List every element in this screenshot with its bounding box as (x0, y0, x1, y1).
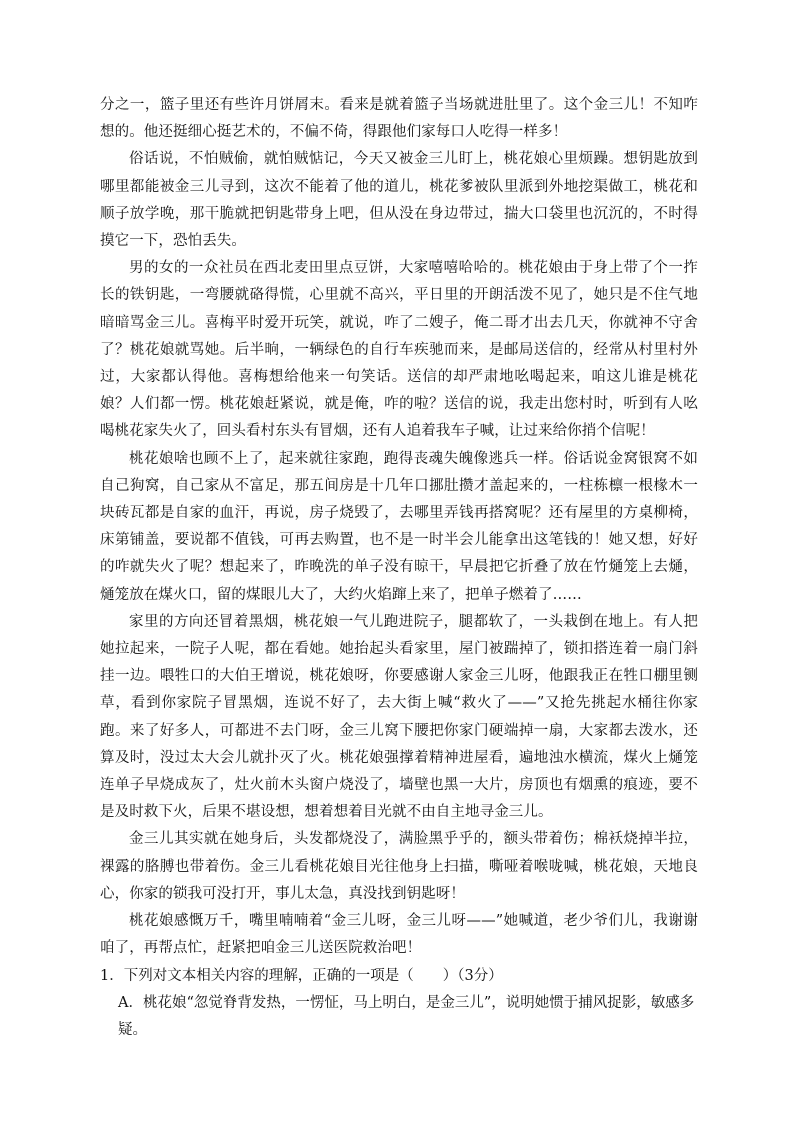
paragraph-7: 桃花娘感慨万千，嘴里喃喃着“金三儿呀，金三儿呀——”她喊道，老少爷们儿，我谢谢咱了，再帮点忙，赶紧把咱金三儿送医院救治吧！ (100, 913, 698, 957)
question-stem: 1．下列对文本相关内容的理解，正确的一项是（ ）（3分） (100, 967, 503, 984)
paragraph-6: 金三儿其实就在她身后，头发都烧没了，满脸黑乎乎的，额头带着伤；棉袄烧掉半拉，裸露的胳膊也带着伤。金三儿看桃花娘目光往他身上扫描，嘶哑着喉咙喊，桃花娘，天地良心，你家的锁我可没打开，事儿太急，真没找到钥匙呀！ (100, 831, 698, 902)
paragraph-4: 桃花娘啥也顾不上了，起来就往家跑，跑得丧魂失魄像逃兵一样。俗话说金窝银窝不如自己狗窝，自己家从不富足，那五间房是十几年口挪肚攒才盖起来的，一柱栋檩一根椽木一块砖瓦都是自家的血汗，再说，房子烧毁了，去哪里弄钱再搭窝呢？还有屋里的方桌柳椅，床第铺盖，要说都不值钱，可再去购置，也不是一时半会儿能拿出这笔钱的！她又想，好好的咋就失火了呢？想起来了，昨晚洗的单子没有晾干，早晨把它折叠了放在竹熥笼上去熥，熥笼放在煤火口，留的煤眼儿大了，大约火焰蹿上来了，把单子燃着了…… (100, 450, 698, 603)
paragraph-5: 家里的方向还冒着黑烟，桃花娘一气儿跑进院子，腿都软了，一头栽倒在地上。有人把她拉起来，一院子人呢，都在看她。她抬起头看家里，屋门被踹掉了，锁扣搭连着一扇门斜挂一边。喂牲口的大伯王增说，桃花娘呀，你要感谢人家金三儿呀，他跟我正在牲口棚里铡草，看到你家院子冒黑烟，连说不好了，去大街上喊“救火了——”又抢先挑起水桶往你家跑。来了好多人，可都进不去门呀，金三儿窝下腰把你家门硬端掉一扇，大家都去泼水，还算及时，没过太大会儿就扑灭了火。桃花娘强撑着精神进屋看，遍地浊水横流，煤火上熥笼连单子早烧成灰了，灶火前木头窗户烧没了，墙壁也黑一大片，房顶也有烟熏的痕迹，要不是及时救下火，后果不堪设想，想着想着目光就不由自主地寻金三儿。 (100, 613, 698, 821)
paragraph-2: 俗话说，不怕贼偷，就怕贼惦记，今天又被金三儿盯上，桃花娘心里烦躁。想钥匙放到哪里都能被金三儿寻到，这次不能着了他的道儿，桃花爹被队里派到外地挖渠做工，桃花和顺子放学晚，那干脆就把钥匙带身上吧，但从没在身边带过，揣大口袋里也沉沉的，不时得摸它一下，恐怕丢失。 (100, 151, 698, 250)
paragraph-1: 分之一，篮子里还有些许月饼屑末。看来是就着篮子当场就进肚里了。这个金三儿！不知咋想的。他还挺细心挺艺术的，不偏不倚，得跟他们家每口人吃得一样多！ (100, 97, 698, 141)
question-option-a: A．桃花娘“忽觉脊背发热，一愣怔，马上明白，是金三儿”，说明她惯于捕风捉影，敏感多疑。 (118, 994, 695, 1038)
article-body (100, 92, 698, 1044)
paragraph-3: 男的女的一众社员在西北麦田里点豆饼，大家嘻嘻哈哈的。桃花娘由于身上带了个一拃长的铁钥匙，一弯腰就硌得慌，心里就不高兴，平日里的开朗活泼不见了，她只是不住气地暗暗骂金三儿。喜梅平时爱开玩笑，就说，咋了二嫂子，俺二哥才出去几天，你就神不守舍了？桃花娘就骂她。后半晌，一辆绿色的自行车疾驰而来，是邮局送信的，经常从村里村外过，大家都认得他。喜梅想给他来一句笑话。送信的却严肃地吆喝起来，咱这儿谁是桃花娘？人们都一愣。桃花娘赶紧说，就是俺，咋的啦？送信的说，我走出您村时，听到有人吆喝桃花家失火了，回头看村东头有冒烟，还有人追着我车子喊，让过来给你捎个信呢！ (100, 260, 698, 440)
